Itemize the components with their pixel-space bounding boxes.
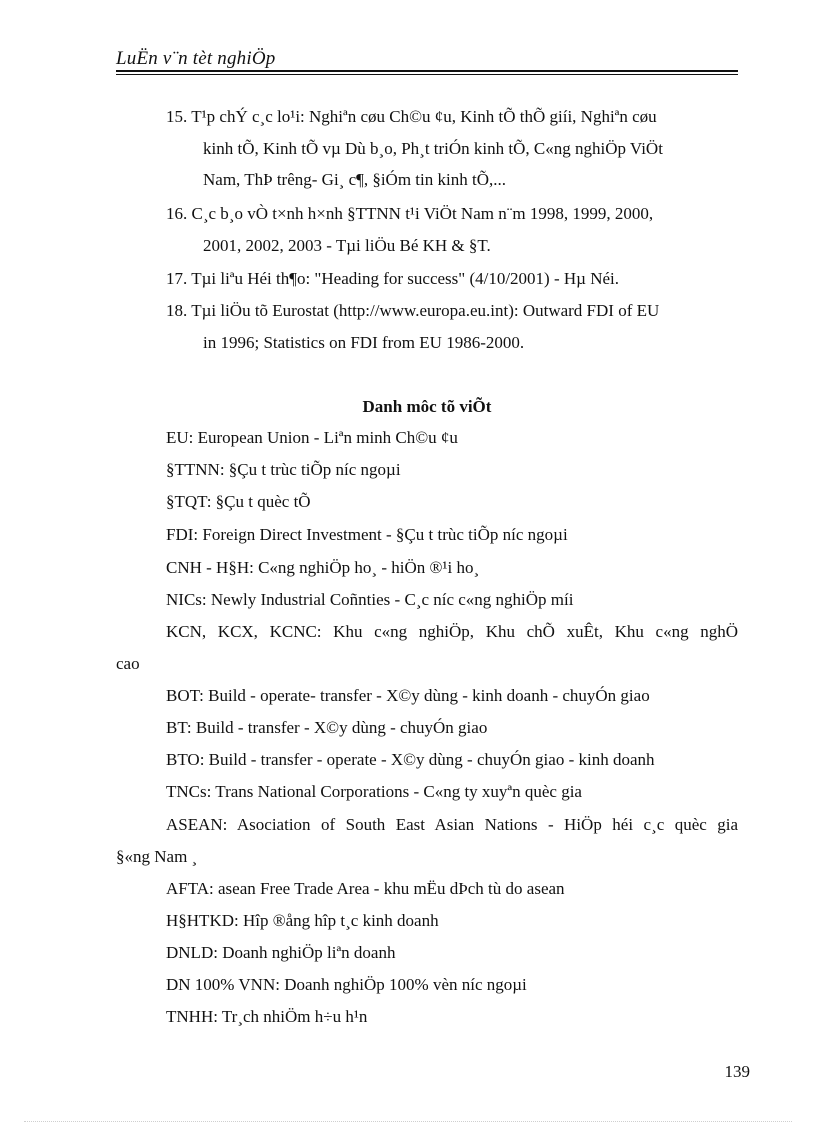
abbreviation-item: EU: European Union - Liªn minh Ch©u ¢u (166, 428, 458, 447)
header-rule-thick (116, 70, 738, 72)
reference-18 (166, 295, 738, 358)
abbreviation-item: AFTA: asean Free Trade Area - khu mËu dÞch tù do asean (166, 879, 565, 898)
abbreviation-item: BTO: Build - transfer - operate - X©y dùng - chuyÓn giao - kinh doanh (166, 750, 655, 769)
abbreviation-item: BT: Build - transfer - X©y dùng - chuyÓn giao (166, 718, 488, 737)
abbreviation-item-continuation: cao (116, 654, 140, 673)
reference-line: kinh tÕ, Kinh tÕ vµ Dù b¸o, Ph¸t triÓn kinh tÕ, C«ng nghiÖp ViÖt (203, 138, 663, 158)
reference-line: 2001, 2002, 2003 - Tµi liÖu Bé KH & §T. (203, 235, 491, 255)
reference-line: 17. Tµi liªu Héi th¶o: "Heading for success" (4/10/2001) - Hµ Néi. (166, 269, 619, 288)
abbreviation-item-continuation: §«ng Nam ¸ (116, 847, 198, 866)
abbreviation-item: §TTNN: §Çu t trùc tiÕp níc ngoµi (166, 460, 401, 479)
reference-line: in 1996; Statistics on FDI from EU 1986-2000. (203, 332, 525, 352)
footer-divider (24, 1121, 792, 1122)
abbreviation-item: TNCs: Trans National Corporations - C«ng ty xuyªn quèc gia (166, 782, 582, 801)
abbreviation-item: KCN, KCX, KCNC: Khu c«ng nghiÖp, Khu chÕ xuÊt, Khu c«ng nghÖ (166, 622, 738, 641)
reference-16 (166, 198, 738, 261)
header-rule-thin (116, 74, 738, 75)
running-header: LuËn v¨n tèt nghiÖp (116, 48, 276, 69)
abbreviation-item: DN 100% VNN: Doanh nghiÖp 100% vèn níc ngoµi (166, 975, 527, 994)
reference-15 (166, 101, 738, 196)
abbreviation-item: NICs: Newly Industrial Coñnties - C¸c níc c«ng nghiÖp míi (166, 590, 574, 609)
page-number: 139 (724, 1062, 750, 1081)
abbreviation-item: DNLD: Doanh nghiÖp liªn doanh (166, 943, 396, 962)
reference-line: Nam, ThÞ trêng- Gi¸ c¶, §iÓm tin kinh tÕ,... (203, 170, 506, 189)
abbreviation-item: BOT: Build - operate- transfer - X©y dùng - kinh doanh - chuyÓn giao (166, 686, 650, 705)
reference-line: 16. C¸c b¸o vÒ t×nh h×nh §TTNN t¹i ViÖt Nam n¨m 1998, 1999, 2000, (166, 204, 654, 223)
abbreviation-item: ASEAN: Asociation of South East Asian Nations - HiÖp héi c¸c quèc gia (166, 815, 738, 834)
abbreviation-item: §TQT: §Çu t quèc tÕ (166, 492, 311, 511)
abbreviation-item: TNHH: Tr¸ch nhiÖm h÷u h¹n (166, 1007, 368, 1026)
reference-line: 15. T¹p chÝ c¸c lo¹i: Nghiªn cøu Ch©u ¢u, Kinh tÕ thÕ giíi, Nghiªn cøu (166, 107, 657, 126)
section-title: Danh môc tõ viÕt (362, 397, 492, 416)
abbreviation-item: FDI: Foreign Direct Investment - §Çu t trùc tiÕp níc ngoµi (166, 525, 568, 544)
abbreviation-item: CNH - H§H: C«ng nghiÖp ho¸ - hiÖn ®¹i ho¸ (166, 558, 480, 577)
abbreviation-item: H§HTKD: Hîp ®ång hîp t¸c kinh doanh (166, 911, 439, 930)
reference-17 (166, 263, 738, 295)
reference-line: 18. Tµi liÖu tõ Eurostat (http://www.europa.eu.int): Outward FDI of EU (166, 301, 660, 320)
